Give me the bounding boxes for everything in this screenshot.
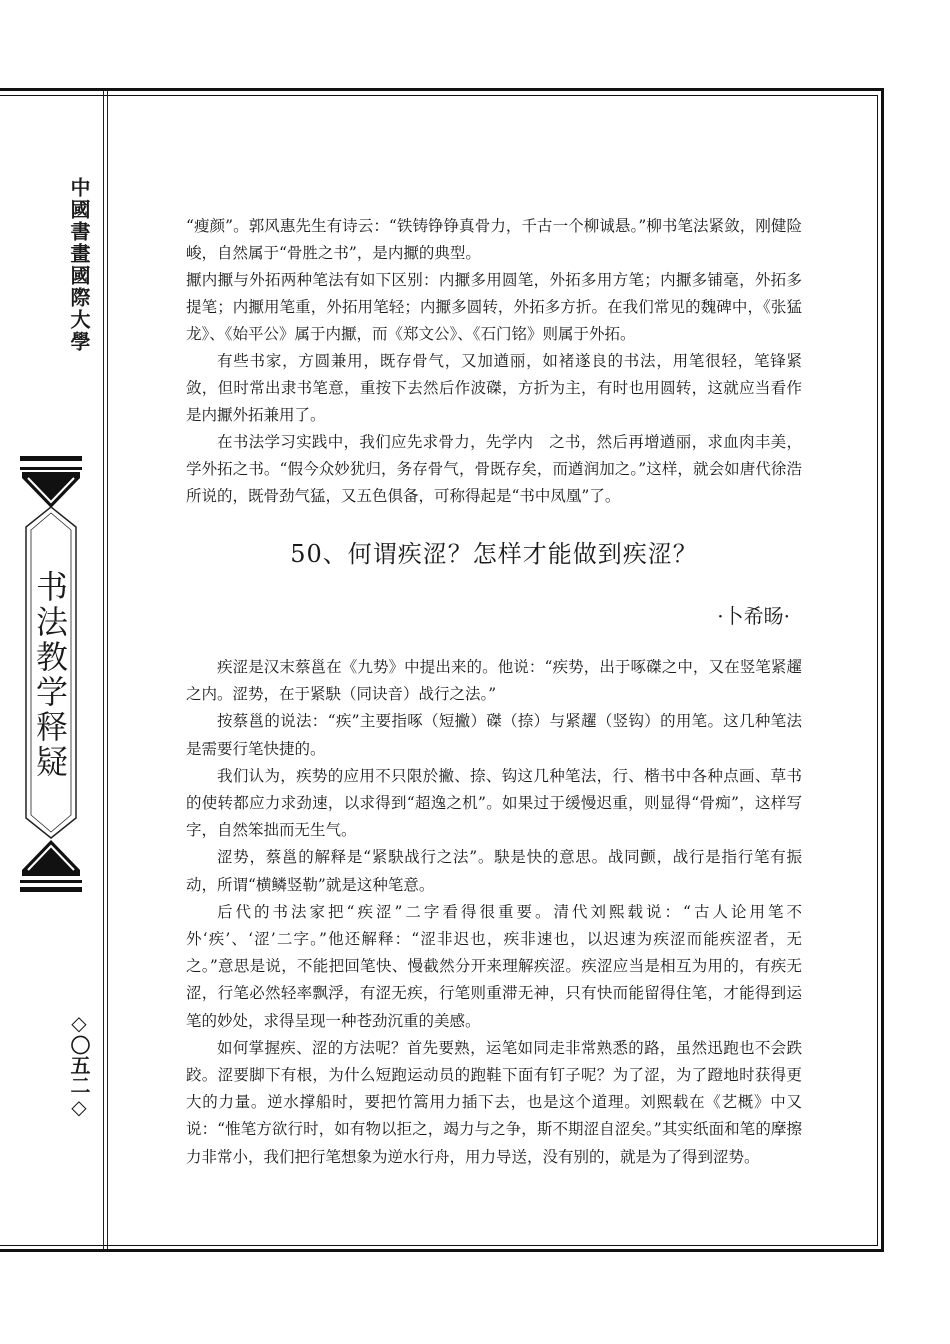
- series-title: 中國書畫國際大學: [67, 177, 91, 353]
- cartouche-bottom-ornament: [22, 838, 80, 876]
- paragraph: 涩势，蔡邕的解释是“紧駃战行之法”。駃是快的意思。战同颤，战行是指行笔有振动，所谓“横鳞竖勒”就是这种笔意。: [186, 848, 802, 894]
- paragraph: 疾涩是汉末蔡邕在《九势》中提出来的。他说：“疾势，出于啄磔之中，又在竖笔紧趯之内。涩势，在于紧駃（同诀音）战行之法。”: [186, 658, 802, 704]
- cartouche-bar-bottom-thin: [20, 880, 82, 883]
- cartouche-bar-bottom: [20, 887, 82, 892]
- paragraph: 按蔡邕的说法：“疾”主要指啄（短撇）磔（捺）与紧趯（竖钩）的用笔。这几种笔法是需要行笔快捷的。: [186, 712, 802, 758]
- previous-section-text: [186, 213, 802, 510]
- spine-rule-inner: [107, 91, 108, 1249]
- paragraph: 我们认为，疾势的应用不只限於撇、捺、钩这几种笔法，行、楷书中各种点画、草书的使转都应力求劲速，以求得到“超逸之机”。如果过于缓慢迟重，则显得“骨痴”，这样写字，自然笨拙而无生气。: [186, 766, 802, 840]
- spine-rule: [103, 91, 104, 1249]
- paragraph: “瘦颜”。郭风惠先生有诗云：“铁铸铮铮真骨力，千古一个柳诚悬。”柳书笔法紧敛，刚健险峻，自然属于“骨胜之书”，是内擫的典型。: [186, 217, 802, 262]
- cartouche-bar-top: [20, 456, 82, 461]
- paragraph: 在书法学习实践中，我们应先求骨力，先学内 之书，然后再增遒丽，求血肉丰美，学外拓之书。“假今众妙犹归，务存骨气，骨既存矣，而遒润加之。”这样，就会如唐代徐浩所说的，既骨劲气猛，又五色俱备，可称得起是“书中凤凰”了。: [186, 433, 802, 505]
- section-title: 50、何谓疾涩？怎样才能做到疾涩？: [290, 540, 698, 568]
- page-number: ◇〇五二◇: [67, 1011, 91, 1119]
- paragraph: 有些书家，方圆兼用，既存骨气，又加遒丽，如褚遂良的书法，用笔很轻，笔锋紧敛，但时常出隶书笔意，重按下去然后作波磔，方折为主，有时也用圆转，这就应当看作是内擫外拓兼用了。: [186, 352, 802, 424]
- book-title: 书法教学释疑: [31, 570, 69, 780]
- paragraph: 后代的书法家把“疾涩”二字看得很重要。清代刘熙载说：“古人论用笔不外‘疾’、‘涩’二字。”他还解释：“涩非迟也，疾非速也，以迟速为疾涩而能疾涩者，无之。”意思是说，不能把回笔快、慢截然分开来理解疾涩。疾涩应当是相互为用的，有疾无涩，行笔必然轻率飘浮，有涩无疾，行笔则重滞无神，只有快而能留得住笔，才能得到运笔的妙处，求得呈现一种苍劲沉重的美感。: [186, 902, 802, 1030]
- cartouche-bar-top-thin: [20, 467, 82, 470]
- section-body-text: [186, 654, 802, 1171]
- paragraph: 如何掌握疾、涩的方法呢？首先要熟，运笔如同走非常熟悉的路，虽然迅跑也不会跌跤。涩要脚下有根，为什么短跑运动员的跑鞋下面有钉子呢？为了涩，为了蹬地时获得更大的力量。逆水撑船时，要把竹篙用力插下去，也是这个道理。刘熙载在《艺概》中又说：“惟笔方欲行时，如有物以拒之，竭力与之争，斯不期涩自涩矣。”其实纸面和笔的摩擦力非常小，我们把行笔想象为逆水行舟，用力导送，没有别的，就是为了得到涩势。: [186, 1038, 802, 1166]
- paragraph: 擫内擫与外拓两种笔法有如下区别：内擫多用圆笔，外拓多用方笔；内擫多铺毫，外拓多提笔；内擫用笔重，外拓用笔轻；内擫多圆转，外拓多方折。在我们常见的魏碑中，《张猛龙》、《始平公》属于内擫，而《郑文公》、《石门铭》则属于外拓。: [186, 271, 802, 343]
- author-byline: ·卜希旸·: [717, 604, 790, 628]
